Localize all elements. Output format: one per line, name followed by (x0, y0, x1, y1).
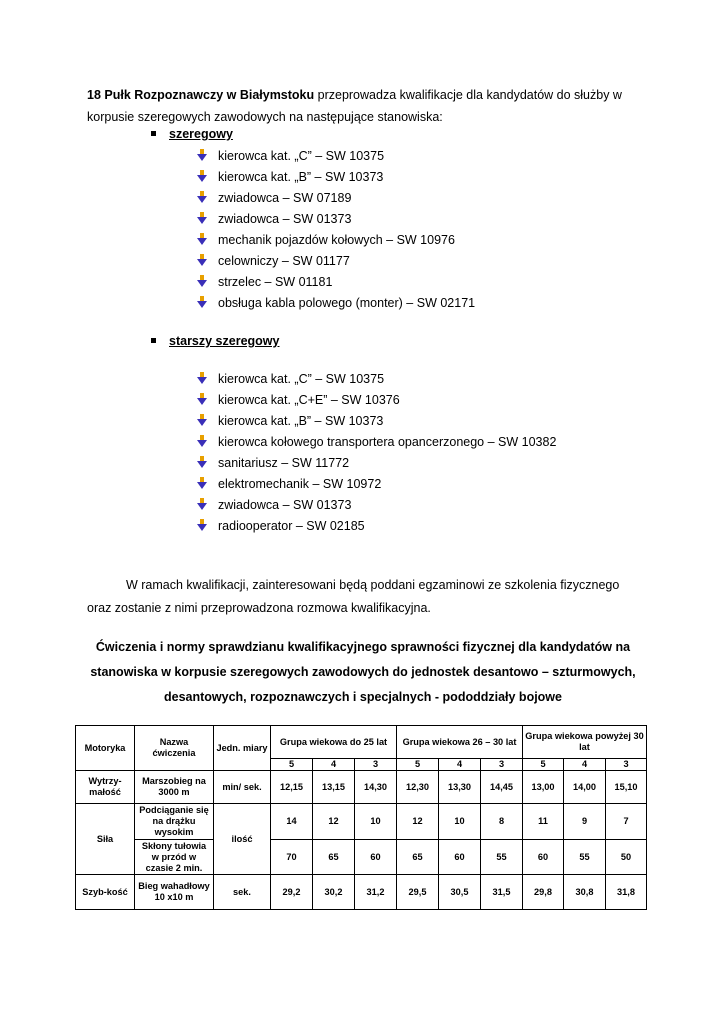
arrow-bullet-icon (197, 498, 207, 510)
grade-cell: 4 (439, 759, 481, 771)
table-row (76, 840, 647, 875)
value-cell: 65 (313, 840, 355, 875)
value-cell: 15,10 (606, 771, 647, 804)
grade-cell: 5 (397, 759, 439, 771)
list-item: zwiadowca – SW 01373 (197, 209, 475, 230)
header-group-1: Grupa wiekowa do 25 lat (271, 726, 397, 759)
header-motoryka: Motoryka (76, 726, 135, 771)
arrow-bullet-icon (197, 477, 207, 489)
grade-cell: 5 (523, 759, 564, 771)
category-label: starszy szeregowy (169, 334, 280, 348)
category-header (151, 127, 233, 141)
category-label: szeregowy (169, 127, 233, 141)
value-cell: 31,5 (481, 875, 523, 910)
value-cell: 14,45 (481, 771, 523, 804)
motoryka-cell: Wytrzy-małość (76, 771, 135, 804)
grade-cell: 3 (481, 759, 523, 771)
value-cell: 12 (313, 804, 355, 840)
value-cell: 30,8 (564, 875, 606, 910)
grade-cell: 3 (606, 759, 647, 771)
table-header-row (76, 726, 647, 759)
value-cell: 29,5 (397, 875, 439, 910)
value-cell: 60 (355, 840, 397, 875)
value-cell: 55 (564, 840, 606, 875)
value-cell: 9 (564, 804, 606, 840)
list-item: obsługa kabla polowego (monter) – SW 02171 (197, 293, 475, 314)
list-item: radiooperator – SW 02185 (197, 516, 556, 537)
list-item: zwiadowca – SW 01373 (197, 495, 556, 516)
arrow-bullet-icon (197, 233, 207, 245)
list-item: zwiadowca – SW 07189 (197, 188, 475, 209)
exercise-name-cell: Skłony tułowia w przód w czasie 2 min. (135, 840, 214, 875)
value-cell: 31,8 (606, 875, 647, 910)
unit-cell: min/ sek. (214, 771, 271, 804)
square-bullet-icon (151, 338, 156, 343)
table-row (76, 771, 647, 804)
motoryka-cell: Szyb-kość (76, 875, 135, 910)
arrow-bullet-icon (197, 170, 207, 182)
arrow-bullet-icon (197, 393, 207, 405)
grade-cell: 5 (271, 759, 313, 771)
arrow-bullet-icon (197, 212, 207, 224)
intro-text: przeprowadza kwalifikacje dla kandydatów do służby w korpusie szeregowych zawodowych na następujące stanowiska: (87, 88, 622, 124)
intro-paragraph (87, 84, 647, 128)
fitness-norms-table (75, 725, 647, 910)
value-cell: 14 (271, 804, 313, 840)
table-heading: Ćwiczenia i normy sprawdzianu kwalifikacyjnego sprawności fizycznej dla kandydatów na stanowiska w korpusie szeregowych zawodowych do jednostek desantowo – szturmowych, desantowych, rozpoznawczych i specjalnych - pododdziały bojowe (90, 640, 636, 704)
arrow-bullet-icon (197, 372, 207, 384)
value-cell: 12,30 (397, 771, 439, 804)
value-cell: 70 (271, 840, 313, 875)
value-cell: 50 (606, 840, 647, 875)
list-item: kierowca kat. „C” – SW 10375 (197, 146, 475, 167)
value-cell: 60 (439, 840, 481, 875)
list-item: sanitariusz – SW 11772 (197, 453, 556, 474)
unit-cell: sek. (214, 875, 271, 910)
value-cell: 13,15 (313, 771, 355, 804)
value-cell: 29,2 (271, 875, 313, 910)
value-cell: 8 (481, 804, 523, 840)
qualification-paragraph (87, 574, 647, 620)
header-nazwa: Nazwa ćwiczenia (135, 726, 214, 771)
table-row (76, 804, 647, 840)
value-cell: 65 (397, 840, 439, 875)
value-cell: 14,00 (564, 771, 606, 804)
value-cell: 30,5 (439, 875, 481, 910)
list-item: elektromechanik – SW 10972 (197, 474, 556, 495)
arrow-bullet-icon (197, 191, 207, 203)
value-cell: 12 (397, 804, 439, 840)
value-cell: 11 (523, 804, 564, 840)
value-cell: 31,2 (355, 875, 397, 910)
arrow-bullet-icon (197, 456, 207, 468)
arrow-bullet-icon (197, 435, 207, 447)
exercise-name-cell: Marszobieg na 3000 m (135, 771, 214, 804)
list-item: kierowca kat. „B” – SW 10373 (197, 411, 556, 432)
value-cell: 10 (439, 804, 481, 840)
list-item: strzelec – SW 01181 (197, 272, 475, 293)
header-group-2: Grupa wiekowa 26 – 30 lat (397, 726, 523, 759)
exercise-name-cell: Podciąganie się na drążku wysokim (135, 804, 214, 840)
position-list (197, 369, 556, 537)
grade-cell: 4 (313, 759, 355, 771)
list-item: kierowca kat. „B” – SW 10373 (197, 167, 475, 188)
value-cell: 12,15 (271, 771, 313, 804)
value-cell: 10 (355, 804, 397, 840)
position-list (197, 146, 475, 314)
category-header (151, 334, 279, 348)
table-row (76, 875, 647, 910)
arrow-bullet-icon (197, 296, 207, 308)
list-item: kierowca kat. „C+E” – SW 10376 (197, 390, 556, 411)
value-cell: 29,8 (523, 875, 564, 910)
arrow-bullet-icon (197, 275, 207, 287)
value-cell: 14,30 (355, 771, 397, 804)
arrow-bullet-icon (197, 254, 207, 266)
arrow-bullet-icon (197, 414, 207, 426)
header-jedn: Jedn. miary (214, 726, 271, 771)
list-item: kierowca kołowego transportera opancerzonego – SW 10382 (197, 432, 556, 453)
value-cell: 13,30 (439, 771, 481, 804)
paragraph-text: W ramach kwalifikacji, zainteresowani będą poddani egzaminowi ze szkolenia fizycznego oraz zostanie z nimi przeprowadzona rozmowa kwalifikacyjna. (87, 578, 620, 615)
grade-cell: 4 (564, 759, 606, 771)
value-cell: 7 (606, 804, 647, 840)
list-item: celowniczy – SW 01177 (197, 251, 475, 272)
arrow-bullet-icon (197, 149, 207, 161)
grade-cell: 3 (355, 759, 397, 771)
value-cell: 60 (523, 840, 564, 875)
value-cell: 30,2 (313, 875, 355, 910)
header-group-3: Grupa wiekowa powyżej 30 lat (523, 726, 647, 759)
arrow-bullet-icon (197, 519, 207, 531)
value-cell: 55 (481, 840, 523, 875)
value-cell: 13,00 (523, 771, 564, 804)
exercise-name-cell: Bieg wahadłowy 10 x10 m (135, 875, 214, 910)
list-item: mechanik pojazdów kołowych – SW 10976 (197, 230, 475, 251)
motoryka-cell: Siła (76, 804, 135, 875)
square-bullet-icon (151, 131, 156, 136)
unit-name: 18 Pułk Rozpoznawczy w Białymstoku (87, 88, 315, 102)
list-item: kierowca kat. „C” – SW 10375 (197, 369, 556, 390)
unit-cell: ilość (214, 804, 271, 875)
